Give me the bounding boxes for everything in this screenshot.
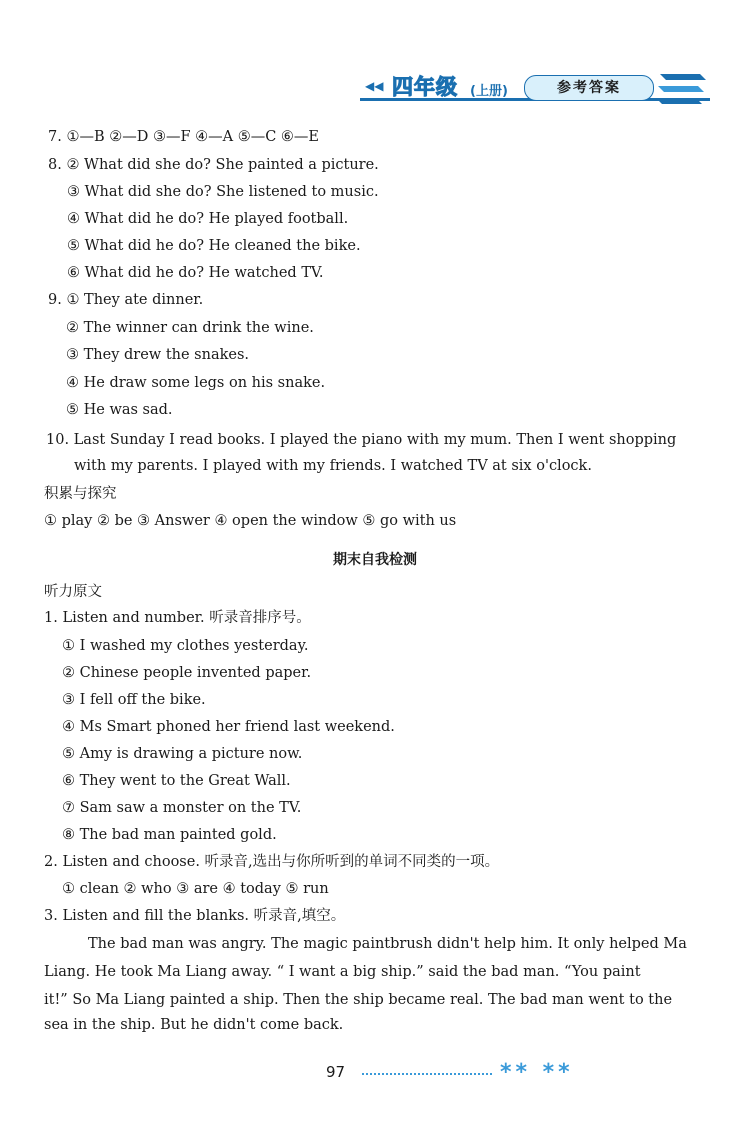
listening-q1-5: ⑤ Amy is drawing a picture now. [62, 746, 303, 762]
listening-q2-options: ① clean ② who ③ are ④ today ⑤ run [62, 881, 329, 897]
section-heading-accumulate: 积累与探究 [44, 486, 117, 502]
answer-line-7: 7. ①—B ②—D ③—F ④—A ⑤—C ⑥—E [48, 129, 319, 145]
answer-line-10b: with my parents. I played with my friends. I watched TV at six o'clock. [74, 458, 592, 474]
stars-decoration: ** ** [500, 1060, 574, 1085]
accumulate-answers: ① play ② be ③ Answer ④ open the window ⑤ go with us [44, 513, 457, 529]
answer-line-9-1: 9. ① They ate dinner. [48, 292, 204, 308]
listening-q2: 2. Listen and choose. 听录音,选出与你所听到的单词不同类的一项。 [44, 854, 500, 870]
listening-q1-8: ⑧ The bad man painted gold. [62, 827, 277, 843]
listening-q1-3: ③ I fell off the bike. [62, 692, 206, 708]
passage-line-2: Liang. He took Ma Liang away. “ I want a big ship.” said the bad man. “You paint [44, 964, 641, 980]
passage-line-4: sea in the ship. But he didn't come back. [44, 1017, 344, 1033]
final-test-title: 期末自我检测 [333, 552, 417, 568]
passage-line-3: it!” So Ma Liang painted a ship. Then the ship became real. The bad man went to the [44, 992, 673, 1008]
passage-line-1: The bad man was angry. The magic paintbrush didn't help him. It only helped Ma [88, 936, 687, 952]
answer-line-8-6: ⑥ What did he do? He watched TV. [67, 265, 324, 281]
listening-q1-4: ④ Ms Smart phoned her friend last weekend. [62, 719, 395, 735]
stripes-icon [656, 66, 708, 108]
answer-line-9-2: ② The winner can drink the wine. [66, 320, 314, 336]
grade-label: 四年级 [392, 75, 458, 99]
listening-q1-1: ① I washed my clothes yesterday. [62, 638, 309, 654]
answer-line-8-3: ③ What did she do? She listened to music. [67, 184, 379, 200]
answer-line-8-4: ④ What did he do? He played football. [67, 211, 349, 227]
listening-q1-2: ② Chinese people invented paper. [62, 665, 312, 681]
answer-line-8-2: 8. ② What did she do? She painted a picture. [48, 157, 379, 173]
dotted-divider [362, 1073, 492, 1075]
answer-line-8-5: ⑤ What did he do? He cleaned the bike. [67, 238, 361, 254]
listening-q1-6: ⑥ They went to the Great Wall. [62, 773, 291, 789]
answer-line-10a: 10. Last Sunday I read books. I played the piano with my mum. Then I went shopping [46, 432, 677, 448]
answer-line-9-4: ④ He draw some legs on his snake. [66, 375, 326, 391]
section-heading-listening: 听力原文 [44, 584, 102, 600]
answer-key-badge: 参考答案 [524, 75, 654, 101]
answer-line-9-5: ⑤ He was sad. [66, 402, 173, 418]
double-left-arrow-icon: ◀◀ [365, 79, 384, 93]
volume-label: (上册) [470, 84, 508, 99]
listening-q1-7: ⑦ Sam saw a monster on the TV. [62, 800, 302, 816]
answer-line-9-3: ③ They drew the snakes. [66, 347, 250, 363]
listening-q1: 1. Listen and number. 听录音排序号。 [44, 610, 311, 626]
page-number: 97 [326, 1063, 346, 1081]
listening-q3: 3. Listen and fill the blanks. 听录音,填空。 [44, 908, 346, 924]
